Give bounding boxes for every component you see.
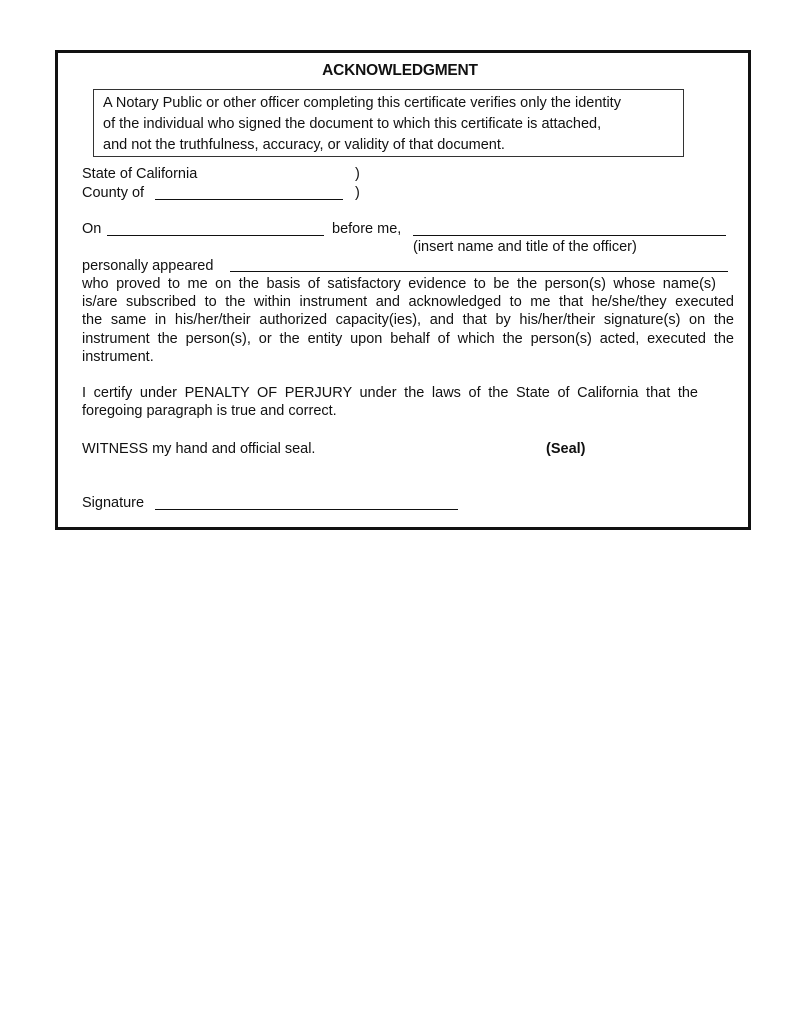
form-title: ACKNOWLEDGMENT — [322, 62, 478, 79]
personally-appeared-label: personally appeared — [82, 258, 214, 274]
notice-line: A Notary Public or other officer completing this certificate verifies only the identity — [103, 95, 621, 111]
county-field[interactable] — [155, 199, 343, 200]
date-field[interactable] — [107, 235, 324, 236]
appeared-name-field[interactable] — [230, 271, 728, 272]
bracket: ) — [355, 185, 360, 201]
seal-label: (Seal) — [546, 441, 586, 457]
body-line: instrument the person(s), or the entity upon behalf of which the person(s) acted, executed the — [82, 331, 734, 347]
notice-line: and not the truthfulness, accuracy, or validity of that document. — [103, 137, 505, 153]
signature-field[interactable] — [155, 509, 458, 510]
officer-hint: (insert name and title of the officer) — [413, 239, 637, 255]
witness-text: WITNESS my hand and official seal. — [82, 441, 316, 457]
officer-name-field[interactable] — [413, 235, 726, 236]
signature-label: Signature — [82, 495, 145, 511]
on-label: On — [82, 221, 102, 237]
notice-line: of the individual who signed the document to which this certificate is attached, — [103, 116, 602, 132]
body-line: is/are subscribed to the within instrument and acknowledged to me that he/she/they executed — [82, 294, 734, 310]
state-label: State of California — [82, 166, 198, 182]
certify-line: I certify under PENALTY OF PERJURY under the laws of the State of California that the — [82, 385, 698, 401]
bracket: ) — [355, 166, 360, 182]
before-me-label: before me, — [332, 221, 402, 237]
certify-line: foregoing paragraph is true and correct. — [82, 403, 337, 419]
body-line: the same in his/her/their authorized capacity(ies), and that by his/her/their signature(s) on the — [82, 312, 734, 328]
notary-notice-box — [93, 89, 684, 157]
body-line: instrument. — [82, 349, 154, 365]
body-line: who proved to me on the basis of satisfactory evidence to be the person(s) whose name(s) — [82, 276, 716, 292]
county-label: County of — [82, 185, 145, 201]
